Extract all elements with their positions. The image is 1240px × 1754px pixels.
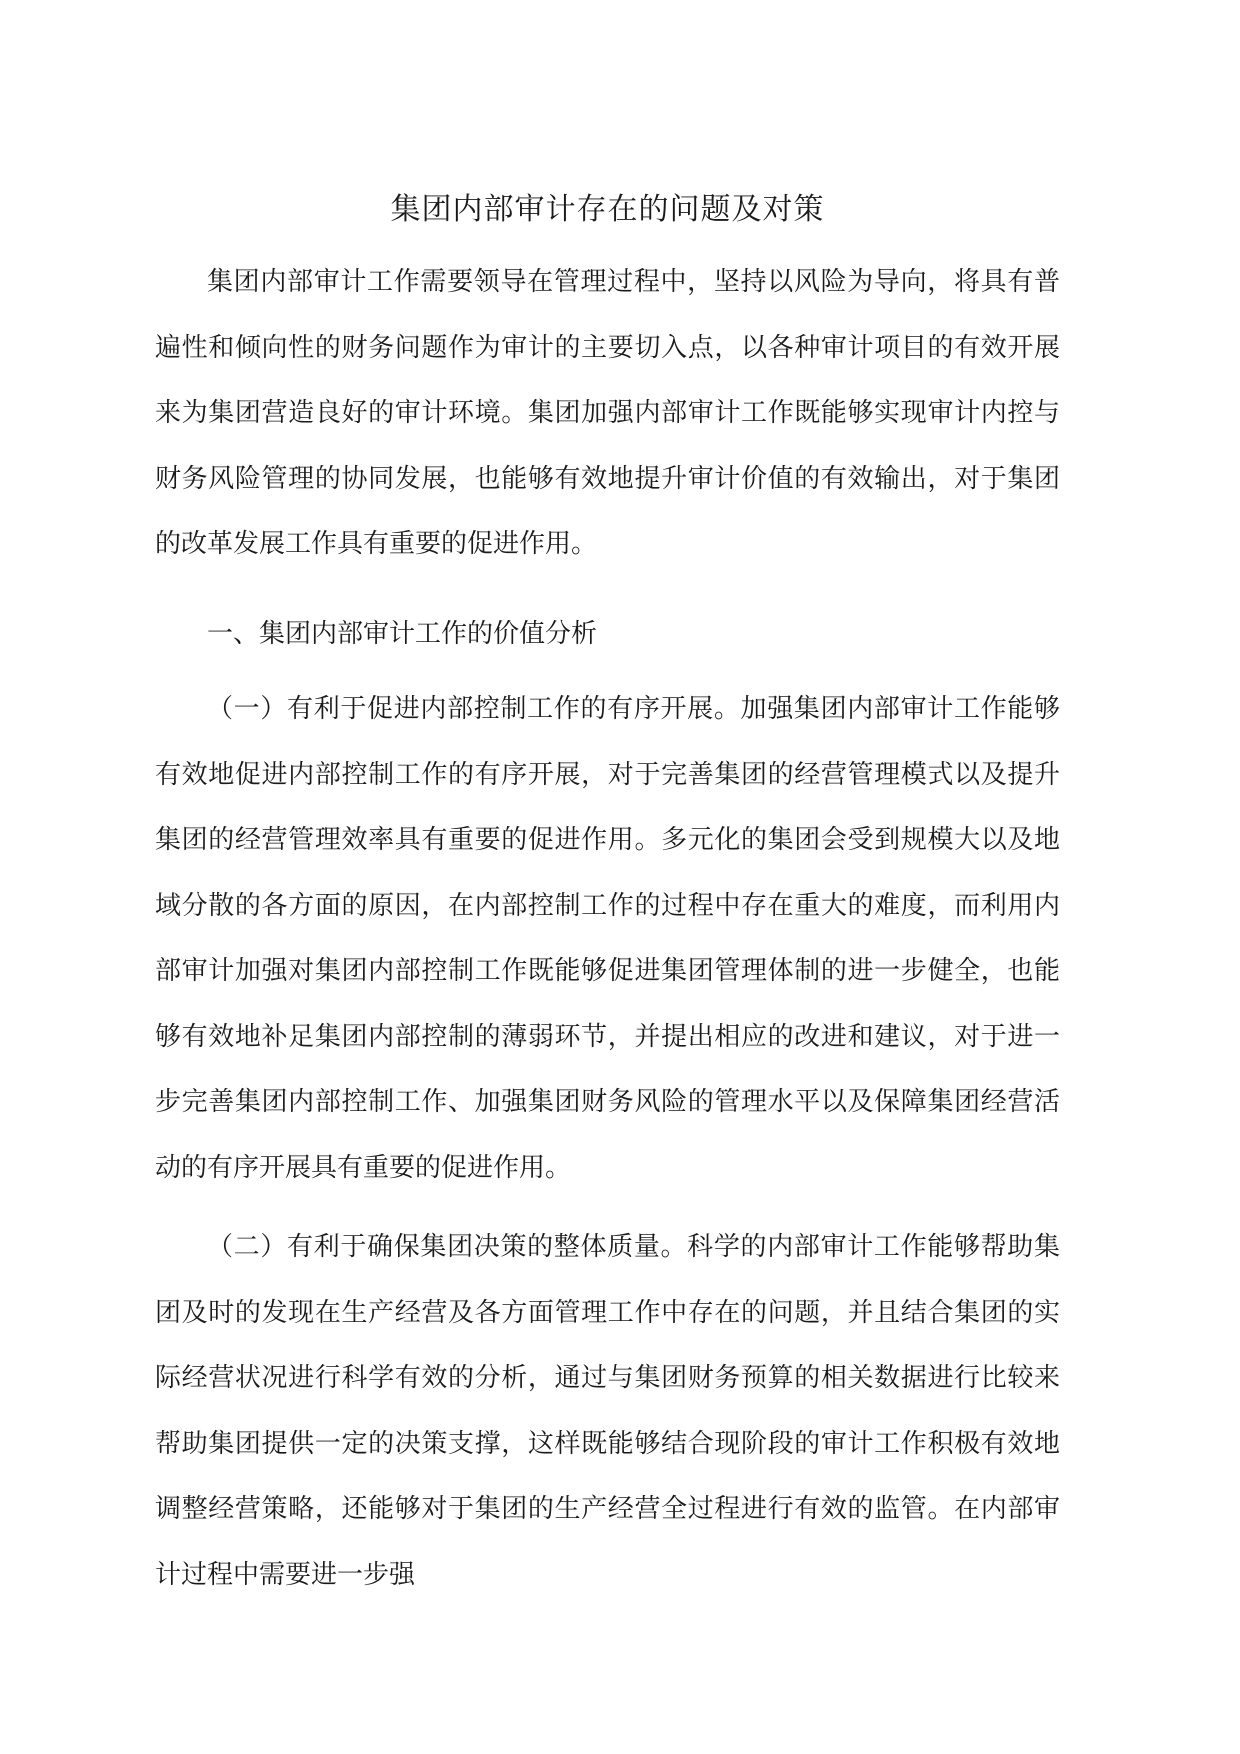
intro-paragraph: 集团内部审计工作需要领导在管理过程中，坚持以风险为导向，将具有普遍性和倾向性的财务问题作为审计的主要切入点，以各种审计项目的有效开展来为集团营造良好的审计环境。集团加强内部审计工作既能够实现审计内控与财务风险管理的协同发展，也能够有效地提升审计价值的有效输出，对于集团的改革发展工作具有重要的促进作用。 [155,267,1060,559]
document-title: 集团内部审计存在的问题及对策 [390,192,825,227]
document-page [155,190,1060,1622]
subsection-paragraph-1: （一）有利于促进内部控制工作的有序开展。加强集团内部审计工作能够有效地促进内部控制工作的有序开展，对于完善集团的经营管理模式以及提升集团的经营管理效率具有重要的促进作用。多元化的集团会受到规模大以及地域分散的各方面的原因，在内部控制工作的过程中存在重大的难度，而利用内部审计加强对集团内部控制工作既能够促进集团管理体制的进一步健全，也能够有效地补足集团内部控制的薄弱环节，并提出相应的改进和建议，对于进一步完善集团内部控制工作、加强集团财务风险的管理水平以及保障集团经营活动的有序开展具有重要的促进作用。 [155,694,1060,1183]
section-heading: 一、集团内部审计工作的价值分析 [207,618,598,649]
spacer [155,578,1060,590]
subsection-paragraph-2: （二）有利于确保集团决策的整体质量。科学的内部审计工作能够帮助集团及时的发现在生产经营及各方面管理工作中存在的问题，并且结合集团的实际经营状况进行科学有效的分析，通过与集团财务预算的相关数据进行比较来帮助集团提供一定的决策支撑，这样既能够结合现阶段的审计工作积极有效地调整经营策略，还能够对于集团的生产经营全过程进行有效的监管。在内部审计过程中需要进一步强 [155,1232,1060,1590]
